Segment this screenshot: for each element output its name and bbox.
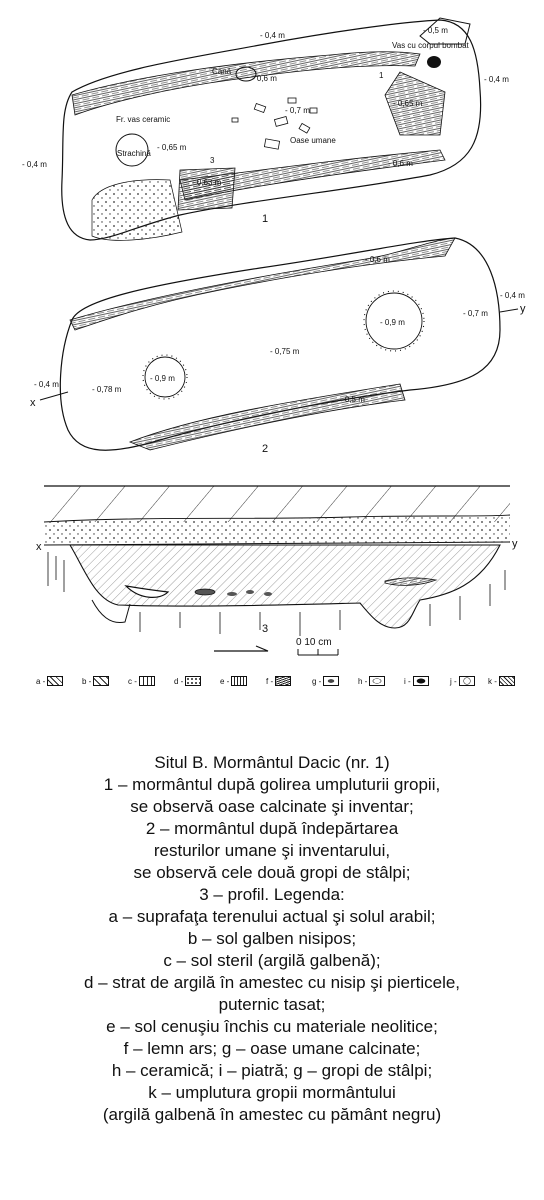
- depth-label: - 0,65 m: [157, 143, 187, 152]
- legend-item-a: [36, 676, 63, 686]
- depth-label: - 0,78 m: [92, 385, 122, 394]
- swatch-yellow-sand: [93, 676, 109, 686]
- caption-line: (argilă galbenă în amestec cu pământ negru): [102, 1105, 442, 1124]
- plan-2: [30, 238, 526, 455]
- caption-line: b – sol galben nisipos;: [187, 929, 357, 948]
- legend-item-j: [450, 676, 475, 686]
- legend-item-f: [266, 676, 291, 686]
- depth-label: - 0,4 m: [484, 75, 509, 84]
- depth-label: - 0,4 m: [22, 160, 47, 169]
- depth-label: - 0,5 m: [340, 395, 365, 404]
- legend-item-b: [82, 676, 109, 686]
- legend-label: k -: [488, 676, 497, 686]
- bones-profile: [246, 590, 254, 594]
- swatch-post-hole: [459, 676, 475, 686]
- legend: [36, 676, 516, 696]
- legend-label: e -: [220, 676, 230, 686]
- swatch-bones: [323, 676, 339, 686]
- caption-line: k – umplutura gropii mormântului: [148, 1083, 396, 1102]
- profile-x-label: x: [36, 541, 42, 553]
- bones-profile: [227, 592, 237, 596]
- label-strachina: Strachină: [117, 149, 151, 158]
- scale-bar: [298, 649, 338, 655]
- caption-line: f – lemn ars; g – oase umane calcinate;: [123, 1039, 421, 1058]
- label-oase-umane: Oase umane: [290, 136, 336, 145]
- stone-icon: [427, 56, 441, 68]
- bones-profile: [264, 592, 272, 596]
- depth-label: - 0,4 m: [500, 291, 525, 300]
- legend-label: c -: [128, 676, 137, 686]
- depth-label: - 0,7 m: [463, 309, 488, 318]
- caption-line: c – sol steril (argilă galbenă);: [163, 951, 381, 970]
- burnt-wood-top-2: [70, 238, 455, 330]
- caption-line: 3 – profil. Legenda:: [199, 885, 345, 904]
- label-small-1: 1: [379, 71, 384, 80]
- depth-label: - 0,6 m: [252, 74, 277, 83]
- depth-label: - 0,65 m: [393, 99, 423, 108]
- caption-line: d – strat de argilă în amestec cu nisip şi pierticele,: [83, 973, 461, 992]
- legend-item-c: [128, 676, 155, 686]
- depth-label: - 0,63 m: [192, 178, 222, 187]
- depth-label: - 0,4 m: [34, 380, 59, 389]
- caption-line: h – ceramică; i – piatră; g – gropi de stâlpi;: [111, 1061, 433, 1080]
- depth-label: - 0,7 m: [285, 106, 310, 115]
- depth-label: - 0,6 m: [365, 255, 390, 264]
- depth-label: - 0,9 m: [380, 318, 405, 327]
- bones-profile: [195, 589, 215, 595]
- scale-label: 0 10 cm: [296, 637, 332, 648]
- caption-line: se observă cele două gropi de stâlpi;: [133, 863, 411, 882]
- swatch-grey-soil: [231, 676, 247, 686]
- arrow-icon: [214, 646, 268, 651]
- grave-pit: [70, 545, 500, 628]
- label-small-3: 3: [210, 156, 215, 165]
- swatch-stone: [413, 676, 429, 686]
- legend-label: a -: [36, 676, 46, 686]
- legend-item-g: [312, 676, 339, 686]
- label-cana: Cană: [212, 67, 232, 76]
- swatch-compacted: [185, 676, 201, 686]
- profile-y-label: y: [512, 538, 518, 550]
- axis-x-tick: [40, 392, 68, 400]
- caption-line: 2 – mormântul după îndepărtarea: [145, 819, 399, 838]
- depth-label: - 0,6 m: [388, 159, 413, 168]
- axis-y-label: y: [520, 303, 526, 315]
- legend-item-k: [488, 676, 515, 686]
- swatch-topsoil: [47, 676, 63, 686]
- plan-1-number: 1: [262, 213, 269, 225]
- caption-line: puternic tasat;: [218, 995, 326, 1014]
- caption-line: e – sol cenuşiu închis cu materiale neolitice;: [106, 1017, 438, 1036]
- legend-label: i -: [404, 676, 411, 686]
- plan-1: [22, 18, 509, 240]
- legend-item-e: [220, 676, 247, 686]
- swatch-burnt-wood: [275, 676, 291, 686]
- caption-line: se observă oase calcinate şi inventar;: [130, 797, 414, 816]
- axis-y-tick: [500, 309, 518, 312]
- legend-item-d: [174, 676, 201, 686]
- swatch-grave-fill: [499, 676, 515, 686]
- burnt-wood-bottom-2: [130, 384, 405, 450]
- legend-label: h -: [358, 676, 368, 686]
- axis-x-label: x: [30, 397, 36, 409]
- fill-area-dots: [92, 180, 182, 241]
- profile-number: 3: [262, 623, 269, 635]
- profile-3: [36, 486, 518, 655]
- legend-item-i: [404, 676, 429, 686]
- burnt-wood-block: [178, 168, 235, 210]
- depth-label: - 0,5 m: [423, 26, 448, 35]
- depth-label: - 0,4 m: [260, 31, 285, 40]
- burnt-wood-top: [72, 52, 420, 115]
- label-fr-vas-ceramic: Fr. vas ceramic: [116, 115, 171, 124]
- layer-compacted-dots: [44, 515, 510, 545]
- caption-line: a – suprafaţa terenului actual şi solul arabil;: [108, 907, 436, 926]
- plan-2-number: 2: [262, 443, 269, 455]
- caption-line: Situl B. Mormântul Dacic (nr. 1): [154, 753, 390, 772]
- legend-label: f -: [266, 676, 274, 686]
- label-vas-cu-corpul-bombat: Vas cu corpul bombat: [392, 41, 469, 50]
- swatch-sterile: [139, 676, 155, 686]
- legend-label: d -: [174, 676, 184, 686]
- depth-label: - 0,9 m: [150, 374, 175, 383]
- swatch-ceramic: [369, 676, 385, 686]
- legend-item-h: [358, 676, 385, 686]
- depth-label: - 0,75 m: [270, 347, 300, 356]
- caption-line: resturilor umane şi inventarului,: [153, 841, 391, 860]
- legend-label: g -: [312, 676, 322, 686]
- figure-caption: [0, 752, 544, 1126]
- legend-label: b -: [82, 676, 92, 686]
- caption-line: 1 – mormântul după golirea umpluturii gropii,: [103, 775, 441, 794]
- legend-label: j -: [450, 676, 457, 686]
